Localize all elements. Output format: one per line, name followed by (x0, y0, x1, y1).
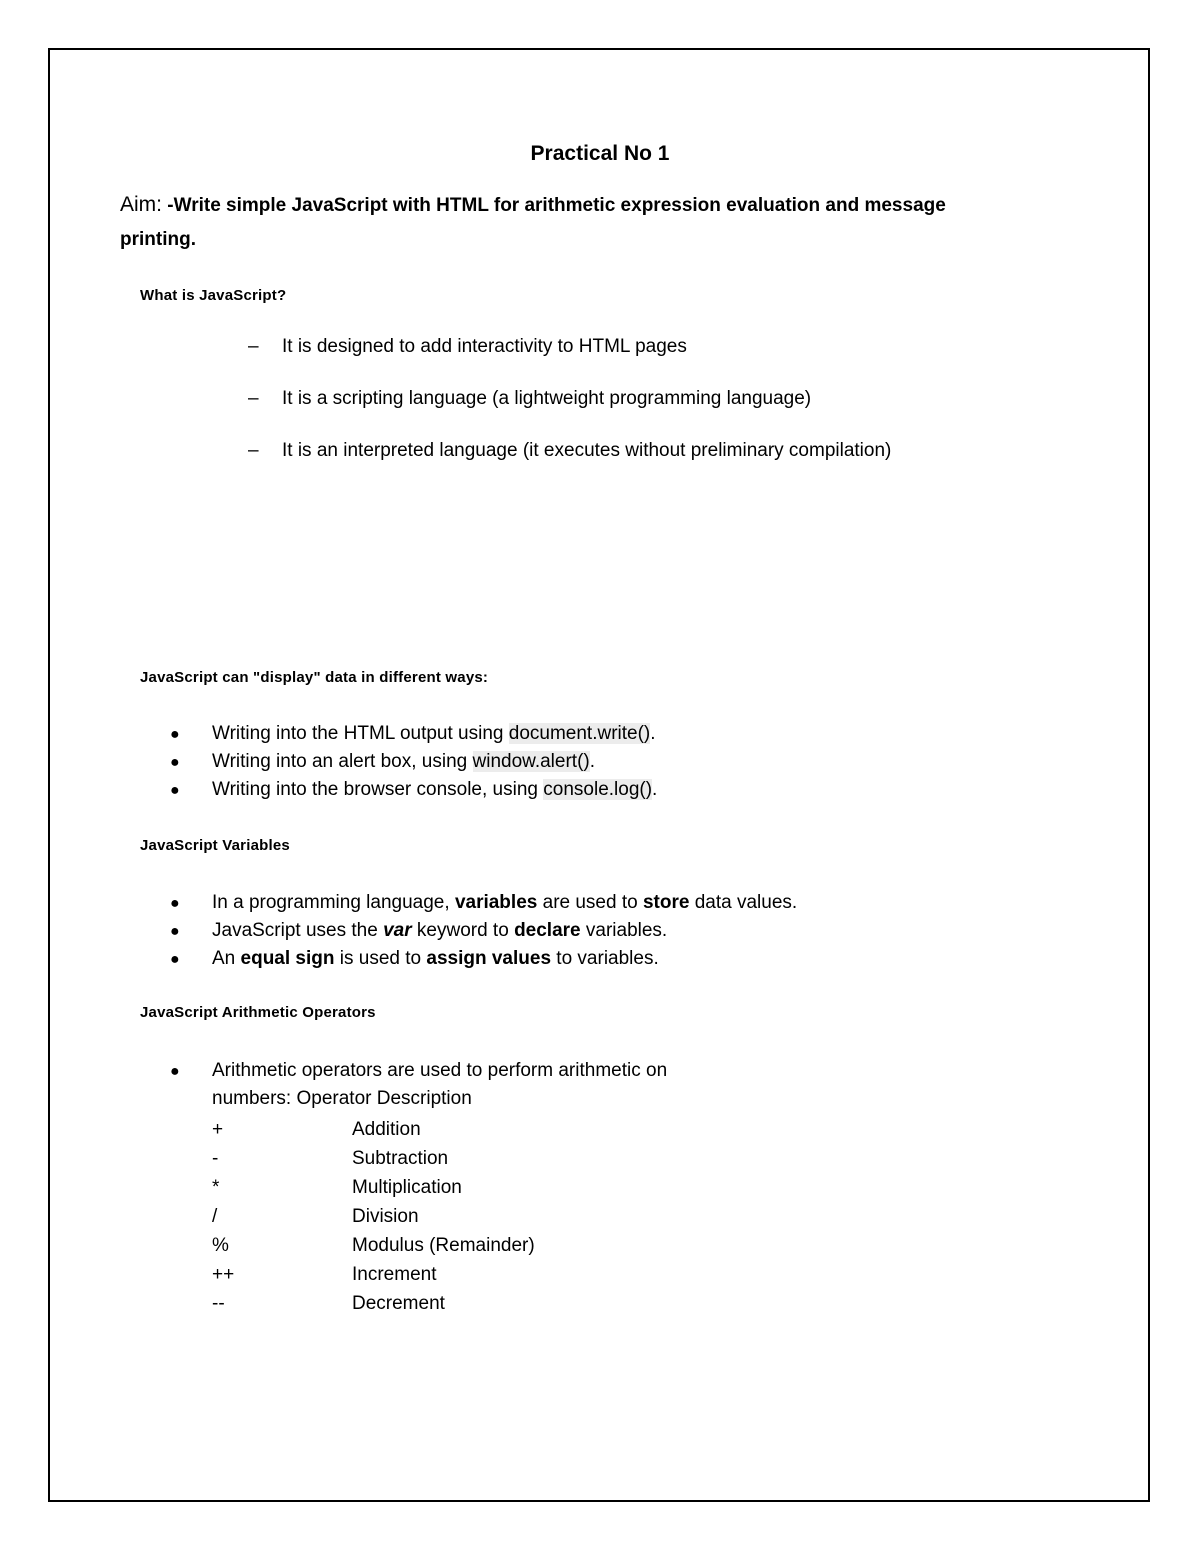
code-snippet: console.log() (543, 779, 653, 800)
list-item (170, 748, 657, 776)
emphasis-text: variables (454, 892, 538, 913)
list-item (170, 889, 797, 917)
aim-continuation: printing. (120, 229, 196, 250)
list-item-text: keyword to (411, 920, 515, 941)
bullet-icon: ● (170, 951, 180, 968)
operator-symbol: / (212, 1206, 218, 1227)
bullet-icon: ● (170, 923, 180, 940)
operator-row (212, 1144, 535, 1173)
what-is-item (248, 388, 811, 410)
what-is-item-text: It is designed to add interactivity to HTML pages (282, 336, 687, 357)
bullet-icon: ● (170, 1063, 180, 1080)
operator-description: Division (352, 1206, 419, 1227)
arithmetic-list (170, 1057, 667, 1113)
what-is-item-text: It is an interpreted language (it executes without preliminary compilation) (282, 440, 892, 461)
dash-marker: – (248, 440, 259, 461)
bullet-icon: ● (170, 726, 180, 743)
operator-description: Modulus (Remainder) (352, 1235, 535, 1256)
aim-text: -Write simple JavaScript with HTML for arithmetic expression evaluation and message (162, 195, 946, 216)
operator-row (212, 1289, 535, 1318)
operator-table (212, 1115, 535, 1318)
variables-heading: JavaScript Variables (140, 837, 290, 854)
list-item-text: Writing into the HTML output using (212, 723, 509, 744)
emphasis-text: declare (514, 920, 581, 941)
dash-marker: – (248, 336, 259, 357)
operator-description: Multiplication (352, 1177, 462, 1198)
operator-symbol: ++ (212, 1264, 235, 1285)
list-item-text: are used to (537, 892, 643, 913)
list-item-text: . (589, 751, 596, 772)
operator-row (212, 1115, 535, 1144)
list-item-text: . (652, 779, 658, 800)
list-item-text: to variables. (551, 948, 659, 969)
operator-symbol: * (212, 1177, 220, 1198)
page-title: Practical No 1 (530, 142, 670, 165)
variables-list (170, 889, 797, 973)
list-item-text: is used to (334, 948, 427, 969)
operator-symbol: -- (212, 1293, 225, 1314)
operator-symbol: % (212, 1235, 229, 1256)
list-item-text: JavaScript uses the (212, 920, 384, 941)
what-is-item-text: It is a scripting language (a lightweight programming language) (282, 388, 812, 409)
emphasis-text: equal sign (240, 948, 335, 969)
list-item-text: Writing into the browser console, using (212, 779, 544, 800)
arithmetic-heading: JavaScript Arithmetic Operators (140, 1004, 376, 1021)
operator-row (212, 1202, 535, 1231)
what-is-item (248, 440, 891, 462)
dash-marker: – (248, 388, 259, 409)
emphasis-text: var (383, 920, 412, 941)
operator-row (212, 1231, 535, 1260)
list-item-text: numbers: Operator Description (212, 1088, 472, 1109)
emphasis-text: assign values (426, 948, 552, 969)
aim-label: Aim: (120, 193, 162, 216)
list-item-text: An (212, 948, 241, 969)
bullet-icon: ● (170, 754, 180, 771)
operator-description: Subtraction (352, 1148, 449, 1169)
bullet-icon: ● (170, 895, 180, 912)
list-item-continuation (170, 1085, 667, 1113)
operator-description: Decrement (352, 1293, 445, 1314)
operator-row (212, 1260, 535, 1289)
operator-symbol: + (212, 1119, 224, 1140)
operator-symbol: - (212, 1148, 219, 1169)
display-heading: JavaScript can "display" data in different ways: (140, 669, 489, 686)
what-is-item (248, 336, 687, 358)
aim-line (120, 190, 946, 221)
list-item-text: . (650, 723, 656, 744)
list-item (170, 720, 657, 748)
operator-row (212, 1173, 535, 1202)
code-snippet: document.write() (508, 723, 651, 744)
operator-description: Addition (352, 1119, 421, 1140)
emphasis-text: store (642, 892, 690, 913)
what-is-heading: What is JavaScript? (140, 287, 287, 304)
list-item (170, 776, 657, 804)
list-item (170, 917, 797, 945)
list-item-text: data values. (689, 892, 798, 913)
list-item-text: Arithmetic operators are used to perform arithmetic on (212, 1060, 668, 1081)
list-item-text: Writing into an alert box, using (212, 751, 473, 772)
list-item (170, 945, 797, 973)
display-list (170, 720, 657, 804)
list-item-text: variables. (580, 920, 668, 941)
list-item (170, 1057, 667, 1085)
code-snippet: window.alert() (472, 751, 590, 772)
list-item-text: In a programming language, (212, 892, 455, 913)
bullet-icon: ● (170, 782, 180, 799)
operator-description: Increment (352, 1264, 437, 1285)
